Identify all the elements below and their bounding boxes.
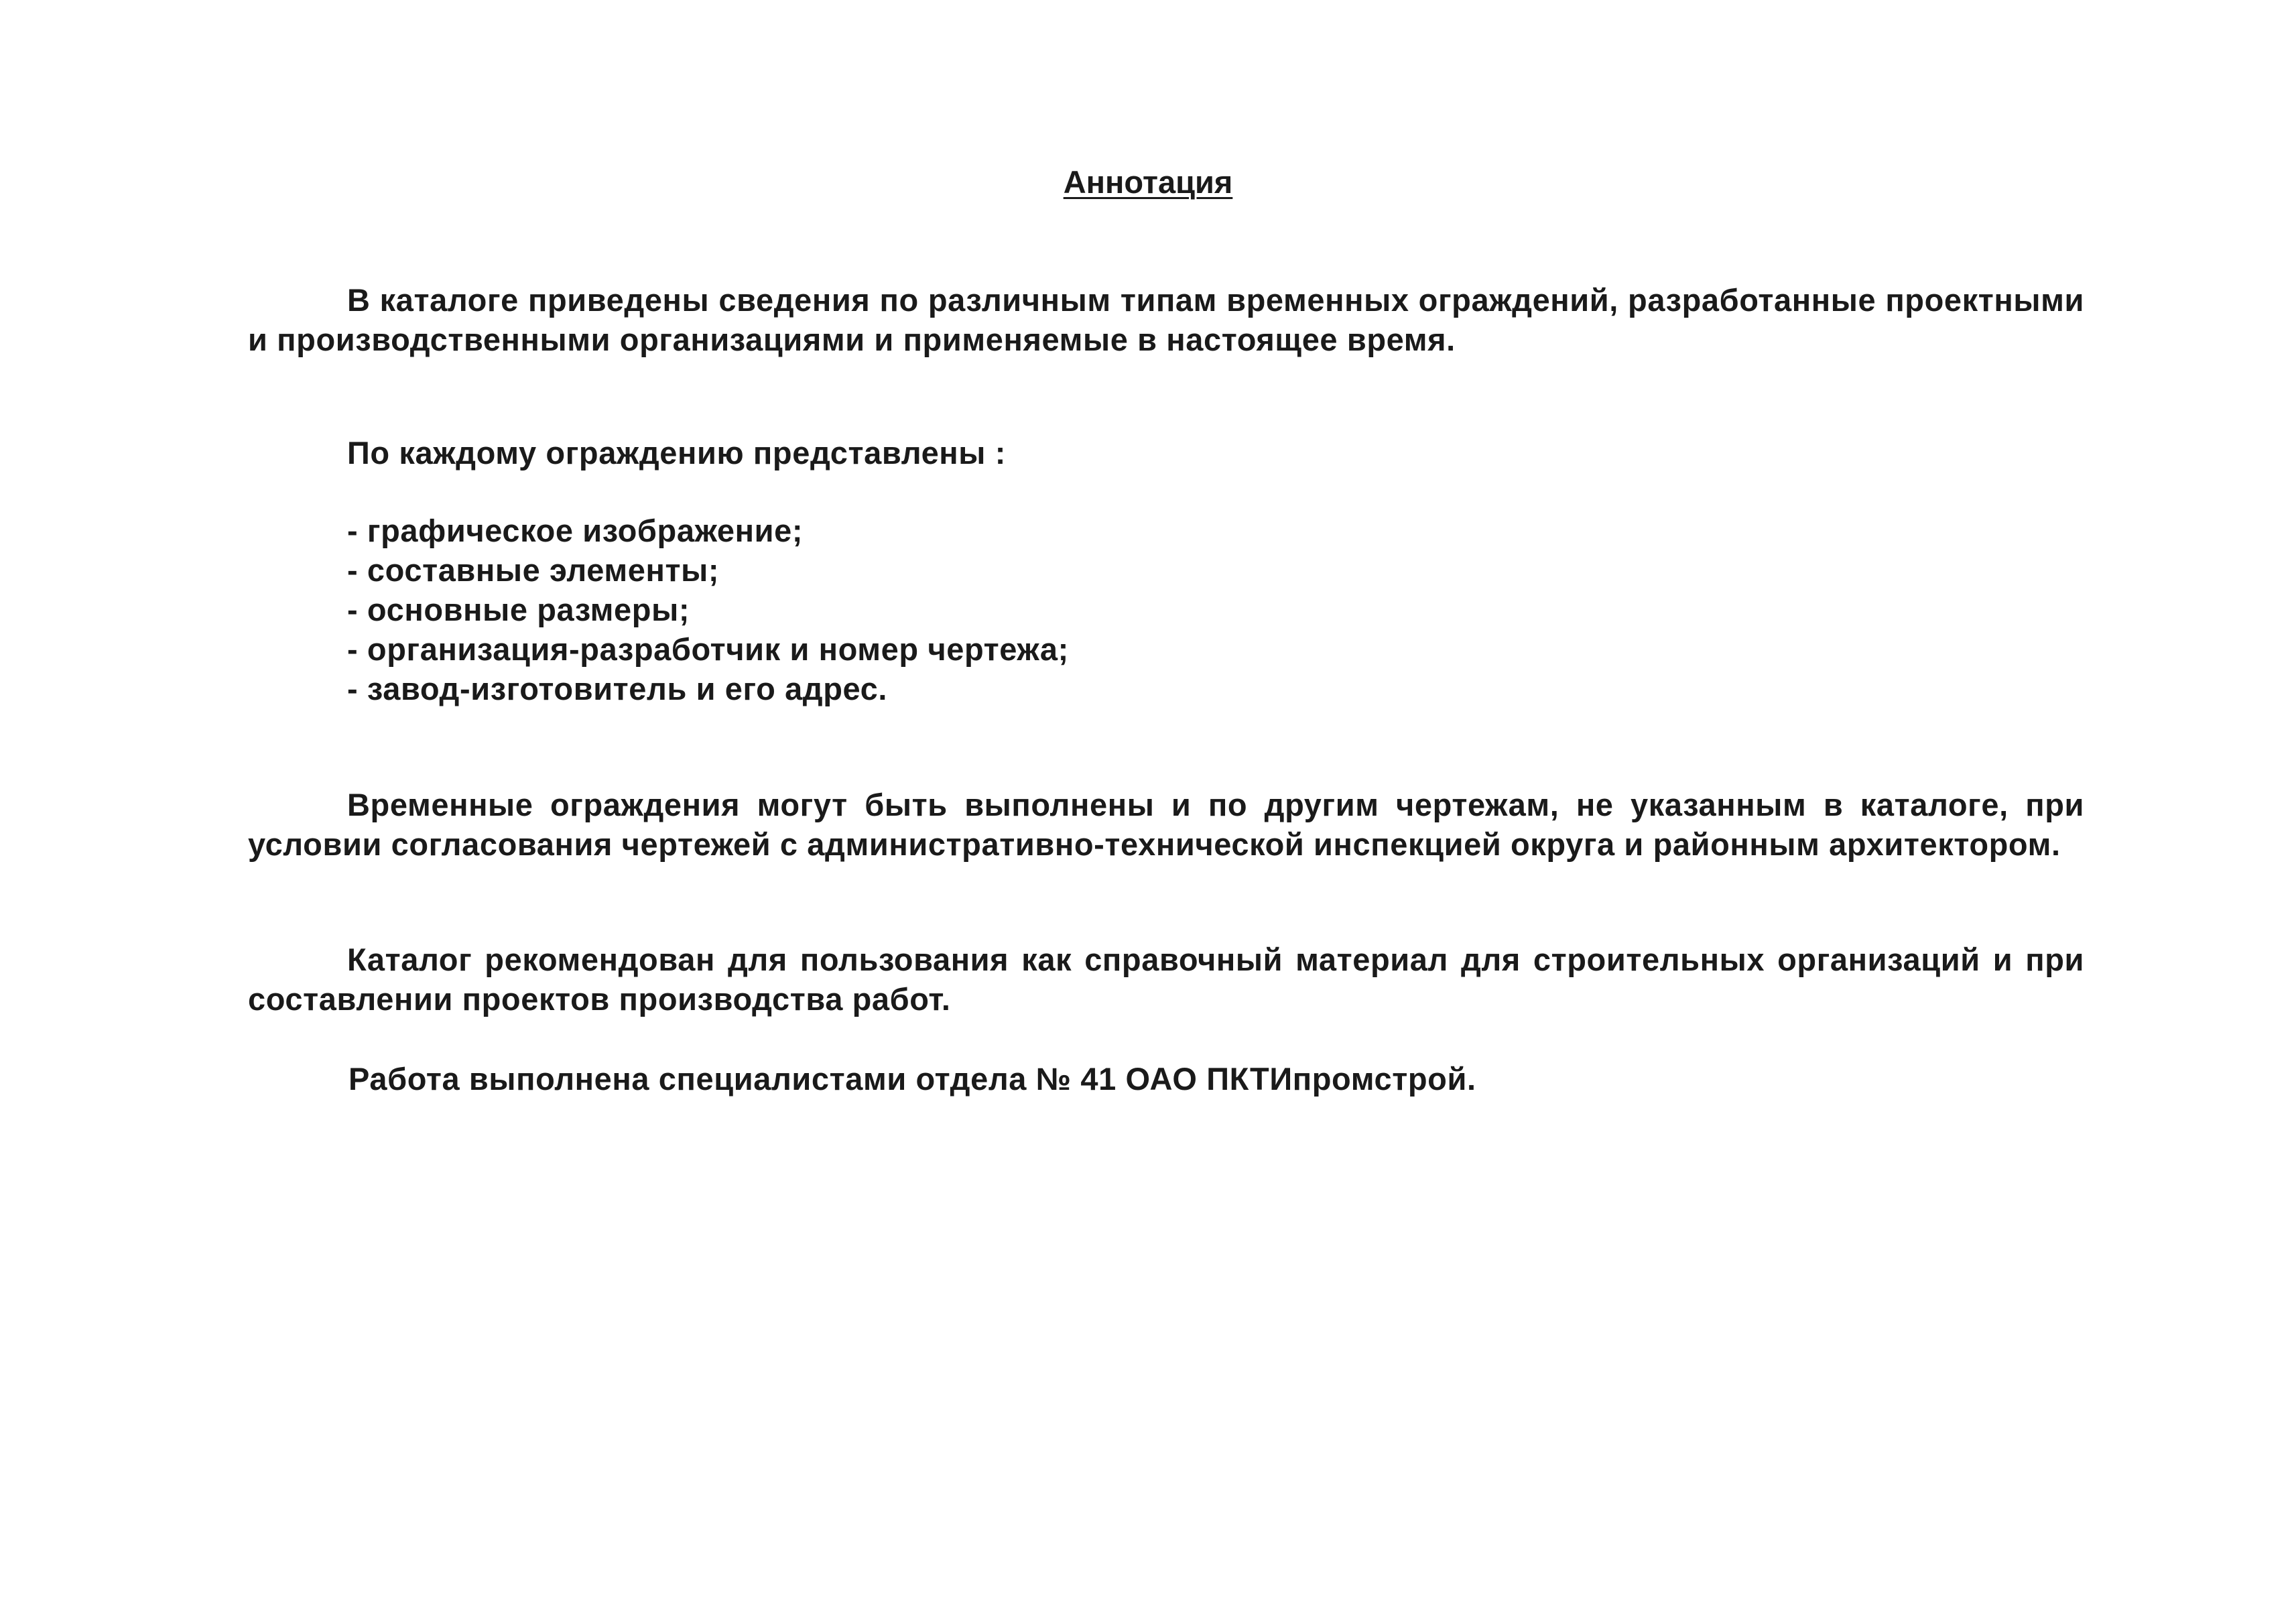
page-title: Аннотация	[1063, 164, 1233, 200]
list-item: - графическое изображение;	[347, 513, 804, 548]
authors-paragraph: Работа выполнена специалистами отдела № 41 ОАО ПКТИпромстрой.	[348, 1061, 1476, 1097]
list-heading: По каждому ограждению представлены :	[347, 435, 1006, 471]
list-item: - составные элементы;	[347, 552, 720, 588]
other-drawings-paragraph: Временные ограждения могут быть выполнены и по другим чертежам, не указанным в каталоге, при условии согласования чертежей с административно-технической инспекцией округа и районным архитектором.	[248, 787, 2084, 862]
list-item: - завод-изготовитель и его адрес.	[347, 671, 888, 706]
contents-list	[347, 511, 2090, 708]
list-item: - основные размеры;	[347, 592, 690, 627]
recommendation-paragraph: Каталог рекомендован для пользования как справочный материал для строительных организаций и при составлении проектов производства работ.	[248, 942, 2084, 1017]
list-item: - организация-разработчик и номер чертежа;	[347, 631, 1069, 667]
intro-paragraph: В каталоге приведены сведения по различным типам временных ограждений, разработанные проектными и производственными организациями и применяемые в настоящее время.	[248, 282, 2084, 357]
